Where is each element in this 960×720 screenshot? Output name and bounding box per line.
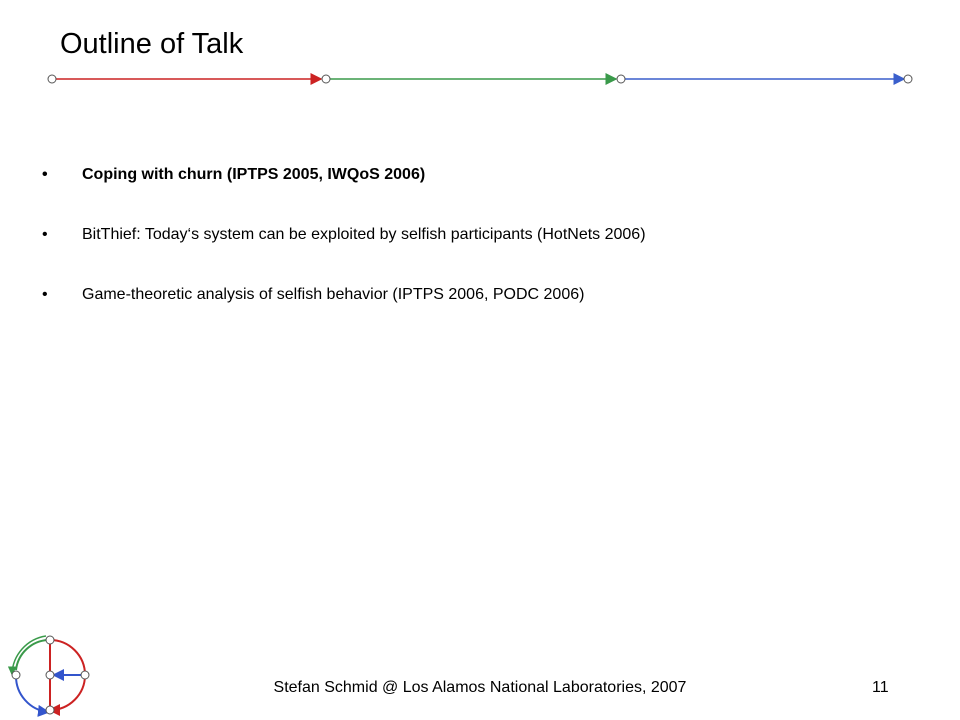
bullet-list <box>42 165 646 345</box>
progress-node-4 <box>904 75 912 83</box>
progress-node-3 <box>617 75 625 83</box>
bullet-text: Coping with churn (IPTPS 2005, IWQoS 2006) <box>82 166 426 183</box>
bullet-item-churn <box>42 165 646 185</box>
progress-rule <box>0 64 960 94</box>
bullet-dot: • <box>42 166 48 183</box>
progress-node-2 <box>322 75 330 83</box>
bullet-dot: • <box>42 286 48 303</box>
bullet-item-game-theory <box>42 285 646 305</box>
bullet-dot: • <box>42 226 48 243</box>
bullet-item-bitthief <box>42 225 646 245</box>
network-graph-icon <box>8 630 98 720</box>
page-number: 11 <box>872 679 889 696</box>
slide-title: Outline of Talk <box>60 28 244 60</box>
bullet-text: Game-theoretic analysis of selfish behavior (IPTPS 2006, PODC 2006) <box>82 286 585 303</box>
bullet-text: BitThief: Today‘s system can be exploited by selfish participants (HotNets 2006) <box>82 226 646 243</box>
progress-node-1 <box>48 75 56 83</box>
footer-text: Stefan Schmid @ Los Alamos National Laboratories, 2007 <box>273 679 687 696</box>
